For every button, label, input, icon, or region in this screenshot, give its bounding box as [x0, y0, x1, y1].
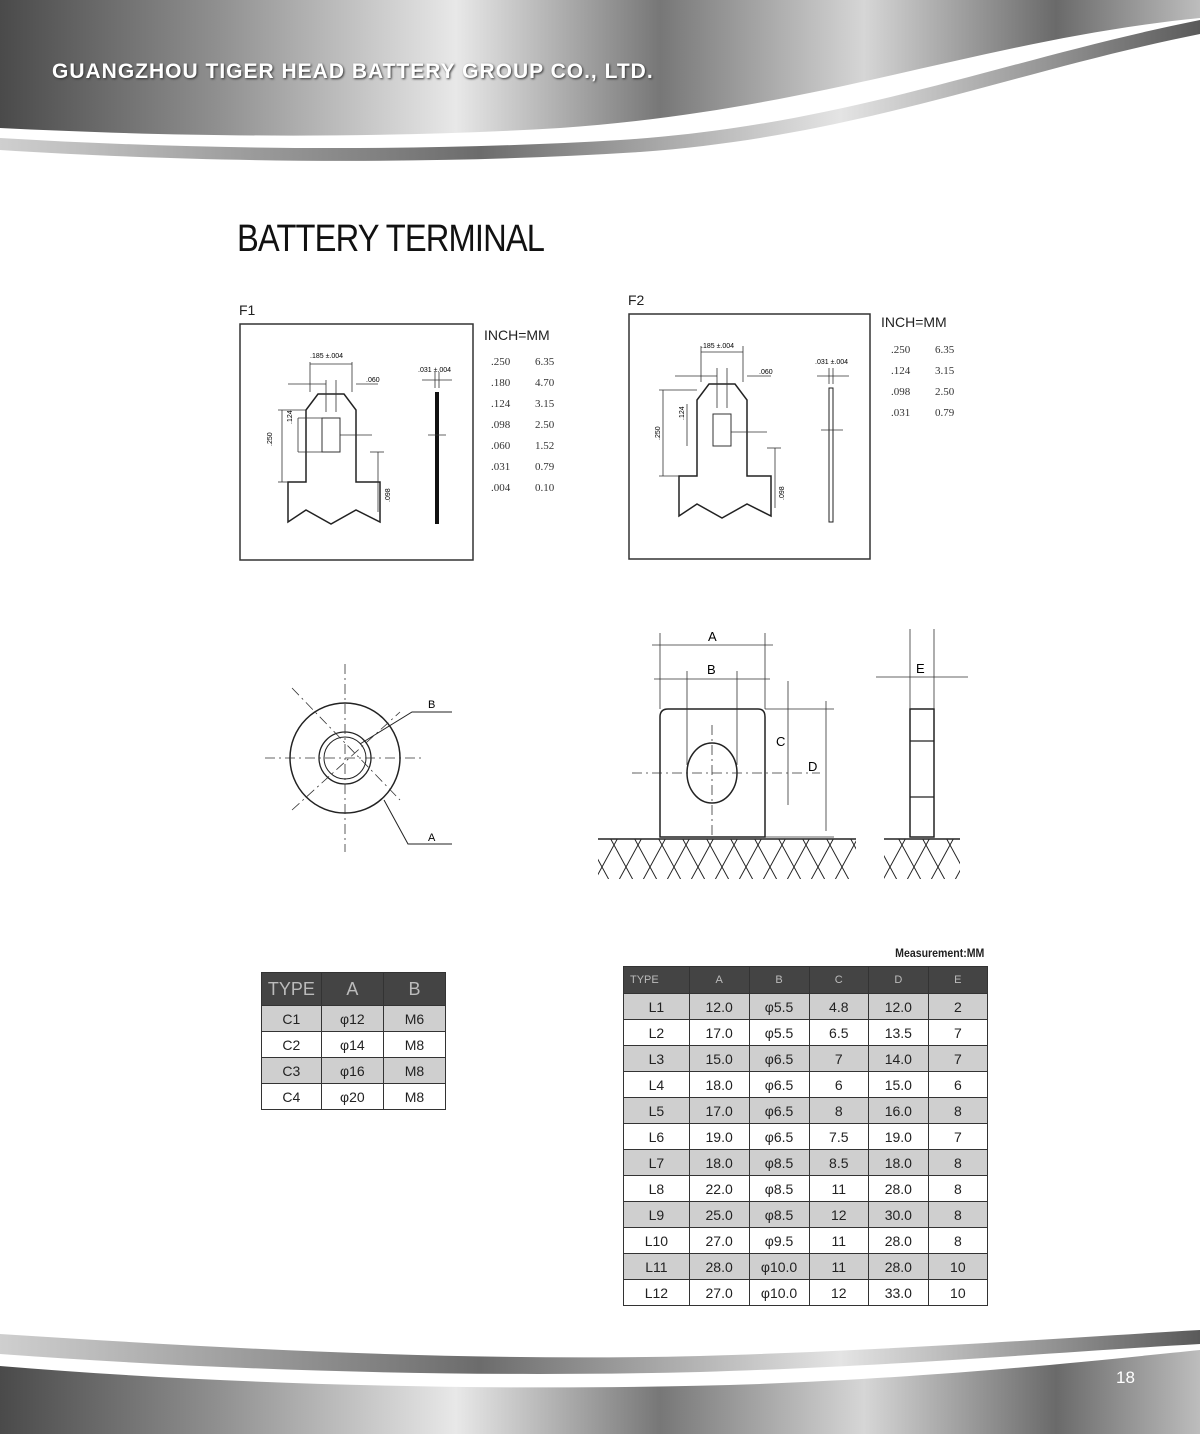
- table-cell: L11: [624, 1254, 690, 1280]
- table-cell: 17.0: [689, 1020, 749, 1046]
- table-cell: 15.0: [689, 1046, 749, 1072]
- f1-dim-031: .031 ±.004: [418, 367, 452, 374]
- c-header-type: TYPE: [262, 973, 322, 1006]
- table-cell: C4: [262, 1084, 322, 1110]
- table-row: [624, 1280, 988, 1306]
- table-cell: 28.0: [689, 1254, 749, 1280]
- table-cell: L2: [624, 1020, 690, 1046]
- f1-conversion-row: [491, 373, 554, 394]
- table-cell: 14.0: [868, 1046, 928, 1072]
- table-row: [262, 1084, 446, 1110]
- f2-inch-value: .031: [891, 407, 911, 419]
- table-cell: 28.0: [868, 1228, 928, 1254]
- table-cell: 11: [809, 1228, 868, 1254]
- table-row: [262, 1058, 446, 1084]
- table-cell: 18.0: [689, 1150, 749, 1176]
- f1-inch-value: .060: [491, 440, 511, 452]
- ring-terminal-diagram: [260, 660, 460, 860]
- ring-label-a: A: [428, 832, 436, 844]
- f1-drawing: [238, 322, 476, 562]
- table-cell: φ6.5: [749, 1098, 809, 1124]
- f2-unit-title: INCH=MM: [881, 314, 947, 330]
- table-cell: 19.0: [868, 1124, 928, 1150]
- table-row: [624, 994, 988, 1020]
- table-cell: φ10.0: [749, 1254, 809, 1280]
- table-cell: 6: [809, 1072, 868, 1098]
- f1-conversion-row: [491, 478, 554, 499]
- table-cell: 6.5: [809, 1020, 868, 1046]
- f2-dim-031: .031 ±.004: [815, 359, 849, 366]
- lug-label-c: C: [776, 734, 786, 749]
- table-cell: 25.0: [689, 1202, 749, 1228]
- table-cell: C3: [262, 1058, 322, 1084]
- f2-label: F2: [628, 292, 645, 308]
- f1-inch-value: .004: [491, 482, 511, 494]
- table-row: [624, 1046, 988, 1072]
- table-cell: φ8.5: [749, 1176, 809, 1202]
- table-cell: L10: [624, 1228, 690, 1254]
- table-row: [624, 1254, 988, 1280]
- table-row: [262, 1032, 446, 1058]
- c-type-table: [261, 972, 446, 1110]
- table-cell: 8.5: [809, 1150, 868, 1176]
- lug-terminal-diagram: [590, 625, 980, 885]
- table-cell: 12.0: [689, 994, 749, 1020]
- l-header-d: D: [868, 967, 928, 994]
- table-cell: 10: [928, 1280, 987, 1306]
- f2-dim-124: .124: [679, 406, 686, 420]
- table-cell: 18.0: [689, 1072, 749, 1098]
- f1-conversion-row: [491, 457, 554, 478]
- measurement-unit: Measurement:MM: [894, 946, 984, 960]
- f1-conversion-row: [491, 436, 554, 457]
- f2-drawing: [627, 312, 873, 562]
- table-cell: M8: [383, 1084, 445, 1110]
- table-cell: M8: [383, 1058, 445, 1084]
- l-header-b: B: [749, 967, 809, 994]
- table-cell: φ12: [321, 1006, 383, 1032]
- table-cell: M8: [383, 1032, 445, 1058]
- table-cell: C2: [262, 1032, 322, 1058]
- table-row: [624, 1124, 988, 1150]
- table-cell: 2: [928, 994, 987, 1020]
- table-cell: 8: [928, 1228, 987, 1254]
- table-cell: 10: [928, 1254, 987, 1280]
- table-cell: L12: [624, 1280, 690, 1306]
- table-cell: φ20: [321, 1084, 383, 1110]
- f2-dim-250: .250: [655, 426, 662, 440]
- table-cell: φ8.5: [749, 1202, 809, 1228]
- table-cell: 33.0: [868, 1280, 928, 1306]
- table-cell: φ6.5: [749, 1072, 809, 1098]
- table-cell: C1: [262, 1006, 322, 1032]
- table-row: [624, 1072, 988, 1098]
- table-row: [624, 1098, 988, 1124]
- f1-dim-250: .250: [267, 432, 274, 446]
- table-cell: φ5.5: [749, 994, 809, 1020]
- f2-dim-060: .060: [759, 369, 773, 376]
- f1-inch-value: .124: [491, 398, 511, 410]
- table-cell: 28.0: [868, 1254, 928, 1280]
- table-row: [624, 1228, 988, 1254]
- f1-conversion-row: [491, 415, 554, 436]
- f1-conversion-row: [491, 352, 554, 373]
- table-cell: 19.0: [689, 1124, 749, 1150]
- table-row: [624, 1202, 988, 1228]
- f1-inch-value: .098: [491, 419, 511, 431]
- table-cell: 7: [928, 1046, 987, 1072]
- f2-conversion-table: [891, 340, 954, 424]
- l-header-c: C: [809, 967, 868, 994]
- table-cell: 8: [928, 1202, 987, 1228]
- f2-conversion-row: [891, 403, 954, 424]
- f2-mm-value: 0.79: [935, 407, 955, 419]
- f1-dim-124: .124: [287, 410, 294, 424]
- f1-unit-title: INCH=MM: [484, 327, 550, 343]
- table-cell: φ9.5: [749, 1228, 809, 1254]
- lug-label-b: B: [707, 662, 716, 677]
- table-row: [624, 1176, 988, 1202]
- f1-inch-value: .250: [491, 356, 511, 368]
- l-header-a: A: [689, 967, 749, 994]
- lug-label-d: D: [808, 759, 818, 774]
- table-cell: L1: [624, 994, 690, 1020]
- table-cell: 7: [809, 1046, 868, 1072]
- table-cell: 7: [928, 1020, 987, 1046]
- table-cell: φ14: [321, 1032, 383, 1058]
- table-cell: φ10.0: [749, 1280, 809, 1306]
- table-cell: L8: [624, 1176, 690, 1202]
- f1-mm-value: 4.70: [535, 377, 555, 389]
- table-cell: L9: [624, 1202, 690, 1228]
- table-cell: 8: [928, 1176, 987, 1202]
- table-cell: φ6.5: [749, 1046, 809, 1072]
- table-cell: L3: [624, 1046, 690, 1072]
- f1-label: F1: [239, 302, 256, 318]
- f1-dim-185: .185 ±.004: [310, 353, 344, 360]
- f1-mm-value: 6.35: [535, 356, 555, 368]
- table-cell: 8: [928, 1150, 987, 1176]
- table-cell: L5: [624, 1098, 690, 1124]
- table-cell: 8: [809, 1098, 868, 1124]
- f2-inch-value: .124: [891, 365, 911, 377]
- table-cell: 4.8: [809, 994, 868, 1020]
- table-cell: 12: [809, 1202, 868, 1228]
- f1-conversion-row: [491, 394, 554, 415]
- table-cell: L4: [624, 1072, 690, 1098]
- table-cell: 6: [928, 1072, 987, 1098]
- table-cell: φ8.5: [749, 1150, 809, 1176]
- f2-mm-value: 3.15: [935, 365, 955, 377]
- table-cell: 27.0: [689, 1280, 749, 1306]
- table-cell: L6: [624, 1124, 690, 1150]
- f2-mm-value: 6.35: [935, 344, 955, 356]
- f2-conversion-row: [891, 340, 954, 361]
- f2-inch-value: .098: [891, 386, 911, 398]
- l-header-type: TYPE: [624, 967, 690, 994]
- table-cell: 15.0: [868, 1072, 928, 1098]
- lug-label-a: A: [708, 629, 717, 644]
- c-header-b: B: [383, 973, 445, 1006]
- ring-label-b: B: [428, 699, 436, 711]
- table-cell: 30.0: [868, 1202, 928, 1228]
- f1-mm-value: 2.50: [535, 419, 555, 431]
- f2-mm-value: 2.50: [935, 386, 955, 398]
- footer-band: [0, 1330, 1200, 1434]
- table-cell: φ5.5: [749, 1020, 809, 1046]
- table-cell: 7: [928, 1124, 987, 1150]
- table-cell: 18.0: [868, 1150, 928, 1176]
- table-cell: 17.0: [689, 1098, 749, 1124]
- table-cell: φ6.5: [749, 1124, 809, 1150]
- f2-conversion-row: [891, 382, 954, 403]
- f2-dim-185: .185 ±.004: [701, 343, 735, 350]
- c-header-a: A: [321, 973, 383, 1006]
- company-name: GUANGZHOU TIGER HEAD BATTERY GROUP CO., LTD.: [52, 60, 654, 83]
- table-cell: M6: [383, 1006, 445, 1032]
- table-cell: φ16: [321, 1058, 383, 1084]
- page-title: BATTERY TERMINAL: [237, 218, 545, 260]
- f1-mm-value: 3.15: [535, 398, 555, 410]
- table-row: [624, 1150, 988, 1176]
- f1-mm-value: 0.10: [535, 482, 555, 494]
- table-cell: 12: [809, 1280, 868, 1306]
- table-cell: 11: [809, 1254, 868, 1280]
- table-cell: 27.0: [689, 1228, 749, 1254]
- f2-dim-098: .098: [779, 486, 786, 500]
- f1-dim-098: .098: [385, 488, 392, 502]
- f1-mm-value: 1.52: [535, 440, 555, 452]
- table-row: [262, 1006, 446, 1032]
- page-number: 18: [1116, 1368, 1135, 1387]
- table-cell: 11: [809, 1176, 868, 1202]
- f1-dim-060: .060: [366, 377, 380, 384]
- l-header-e: E: [928, 967, 987, 994]
- f1-inch-value: .180: [491, 377, 511, 389]
- lug-label-e: E: [916, 661, 925, 676]
- table-cell: L7: [624, 1150, 690, 1176]
- table-cell: 28.0: [868, 1176, 928, 1202]
- f1-conversion-table: [491, 352, 554, 499]
- table-cell: 13.5: [868, 1020, 928, 1046]
- f1-mm-value: 0.79: [535, 461, 555, 473]
- f2-conversion-row: [891, 361, 954, 382]
- header-band: [0, 0, 1200, 170]
- l-type-table: [623, 966, 988, 1306]
- f1-inch-value: .031: [491, 461, 511, 473]
- table-cell: 8: [928, 1098, 987, 1124]
- table-cell: 12.0: [868, 994, 928, 1020]
- table-cell: 16.0: [868, 1098, 928, 1124]
- table-row: [624, 1020, 988, 1046]
- f2-inch-value: .250: [891, 344, 911, 356]
- table-cell: 7.5: [809, 1124, 868, 1150]
- table-cell: 22.0: [689, 1176, 749, 1202]
